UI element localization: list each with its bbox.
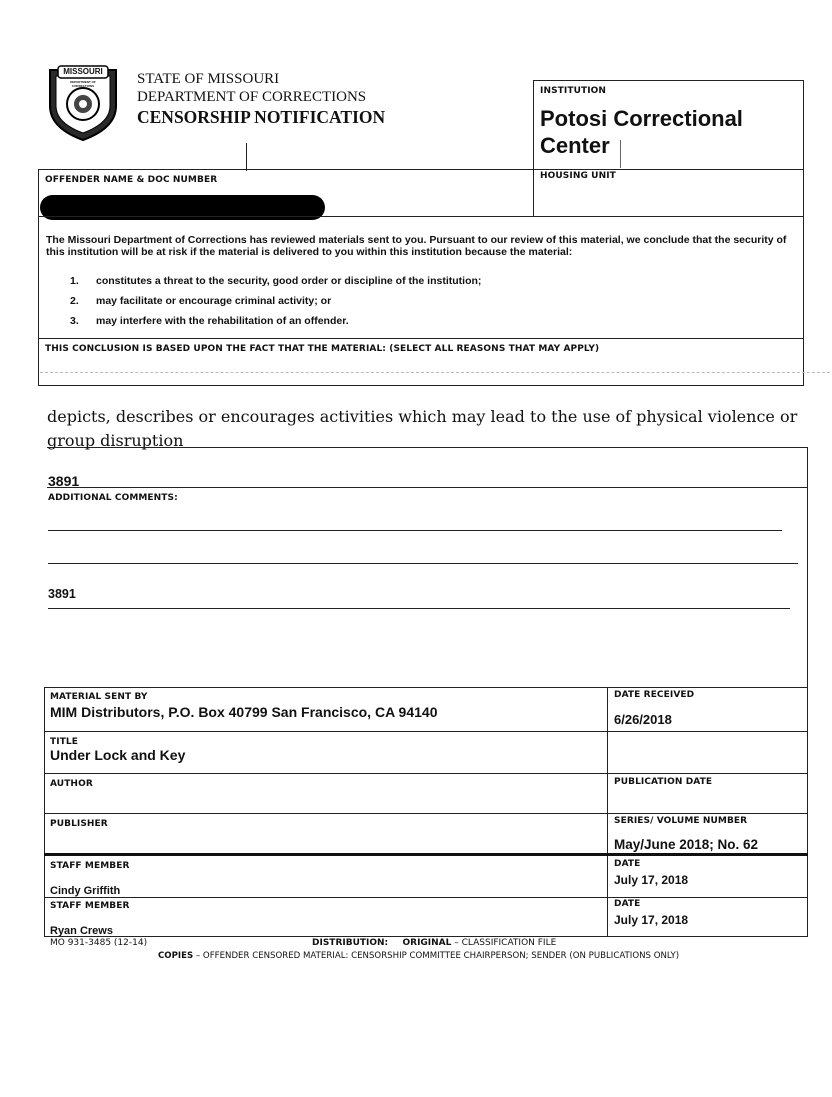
rule-form-bottom xyxy=(44,936,808,937)
distribution-label: DISTRIBUTION: xyxy=(312,938,389,948)
conclusion-label: THIS CONCLUSION IS BASED UPON THE FACT THAT THE MATERIAL: (SELECT ALL REASONS THAT MAY APPLY) xyxy=(45,344,600,354)
original-text: – CLASSIFICATION FILE xyxy=(451,938,557,948)
publisher-label: PUBLISHER xyxy=(50,819,108,829)
intro-paragraph: The Missouri Department of Corrections has reviewed materials sent to you. Pursuant to our review of this material, we conclude that the security of this institution will be at risk if the material is delivered to you within this institution because the material: xyxy=(46,234,787,258)
rule-material-top xyxy=(44,687,807,688)
rule-lower-right xyxy=(807,447,808,937)
rule-date-column xyxy=(607,687,608,937)
author-label: AUTHOR xyxy=(50,779,93,789)
comment-line-1 xyxy=(48,530,782,531)
staff-date-label: DATE xyxy=(614,899,641,909)
offender-label: OFFENDER NAME & DOC NUMBER xyxy=(45,175,218,185)
series-volume-label: SERIES/ VOLUME NUMBER xyxy=(614,816,748,826)
publication-date-label: PUBLICATION DATE xyxy=(614,777,713,787)
staff-member-label: STAFF MEMBER xyxy=(50,901,130,911)
seal-subtext: DEPARTMENT OF CORRECTIONS xyxy=(70,80,96,88)
finding-code: 3891 xyxy=(48,473,80,489)
rule-frame-left xyxy=(38,169,39,386)
rule-author-top xyxy=(44,773,807,774)
header-state: STATE OF MISSOURI xyxy=(137,71,280,87)
housing-unit-label: HOUSING UNIT xyxy=(540,171,616,181)
additional-comments-label: ADDITIONAL COMMENTS: xyxy=(48,493,178,503)
rule-offender-top xyxy=(38,169,804,170)
institution-value-line1: Potosi Correctional xyxy=(540,106,743,131)
date-received-value: 6/26/2018 xyxy=(614,712,672,727)
reason-number: 3. xyxy=(70,315,79,327)
rule-housing-left xyxy=(533,166,534,216)
reason-item xyxy=(70,275,481,287)
faint-scan-line xyxy=(40,372,830,373)
reason-item xyxy=(70,315,349,327)
header-title: CENSORSHIP NOTIFICATION xyxy=(137,107,386,127)
rule-title-top xyxy=(44,731,807,732)
comment-code: 3891 xyxy=(48,587,76,601)
reason-text: constitutes a threat to the security, good order or discipline of the institution; xyxy=(96,275,482,287)
comment-line-2 xyxy=(48,563,798,564)
material-sent-by-value: MIM Distributors, P.O. Box 40799 San Francisco, CA 94140 xyxy=(50,704,438,720)
rule-frame-right xyxy=(803,166,804,386)
rule-publisher-top xyxy=(44,813,807,814)
staff-date-value: July 17, 2018 xyxy=(614,873,689,887)
copies-label: COPIES xyxy=(158,951,194,961)
header-department: DEPARTMENT OF CORRECTIONS xyxy=(137,89,367,105)
reason-text: may facilitate or encourage criminal activity; or xyxy=(96,295,332,307)
title-value: Under Lock and Key xyxy=(50,747,186,763)
material-sent-by-label: MATERIAL SENT BY xyxy=(50,692,148,702)
date-received-label: DATE RECEIVED xyxy=(614,690,695,700)
institution-value-line2: Center xyxy=(540,133,610,158)
rule-conclusion-bottom xyxy=(38,385,804,386)
staff-member-label: STAFF MEMBER xyxy=(50,861,130,871)
original-label: ORIGINAL xyxy=(402,938,452,948)
copies-text: – OFFENDER CENSORED MATERIAL: CENSORSHIP COMMITTEE CHAIRPERSON; SENDER (ON PUBLICATIONS ONLY) xyxy=(193,951,680,961)
missouri-doc-seal xyxy=(44,62,122,142)
staff-date-label: DATE xyxy=(614,859,641,869)
rule-lower-left xyxy=(44,687,45,937)
reason-number: 1. xyxy=(70,275,79,287)
staff-member-name: Cindy Griffith xyxy=(50,885,121,897)
rule-offender-bottom xyxy=(38,216,804,217)
copies-line xyxy=(158,951,679,961)
distribution-line xyxy=(312,938,556,948)
scan-mark xyxy=(246,143,247,171)
title-label: TITLE xyxy=(50,737,79,747)
rule-conclusion-top xyxy=(38,338,804,339)
institution-label: INSTITUTION xyxy=(540,86,607,96)
form-number: MO 931-3485 (12-14) xyxy=(50,938,148,948)
comment-line-3 xyxy=(48,608,790,609)
series-volume-value: May/June 2018; No. 62 xyxy=(614,837,759,852)
staff-date-value: July 17, 2018 xyxy=(614,913,689,927)
reason-number: 2. xyxy=(70,295,79,307)
finding-text: depicts, describes or encourages activities which may lead to the use of physical violence or group disruption xyxy=(47,407,798,450)
rule-finding-1 xyxy=(47,447,807,448)
seal-text: MISSOURI xyxy=(63,67,103,76)
reason-item xyxy=(70,295,331,307)
rule-staff-separator xyxy=(44,853,808,856)
reason-text: may interfere with the rehabilitation of an offender. xyxy=(96,315,349,327)
rule-staff2-top xyxy=(44,897,807,898)
rule-finding-2 xyxy=(47,487,807,488)
staff-member-name: Ryan Crews xyxy=(50,925,113,937)
